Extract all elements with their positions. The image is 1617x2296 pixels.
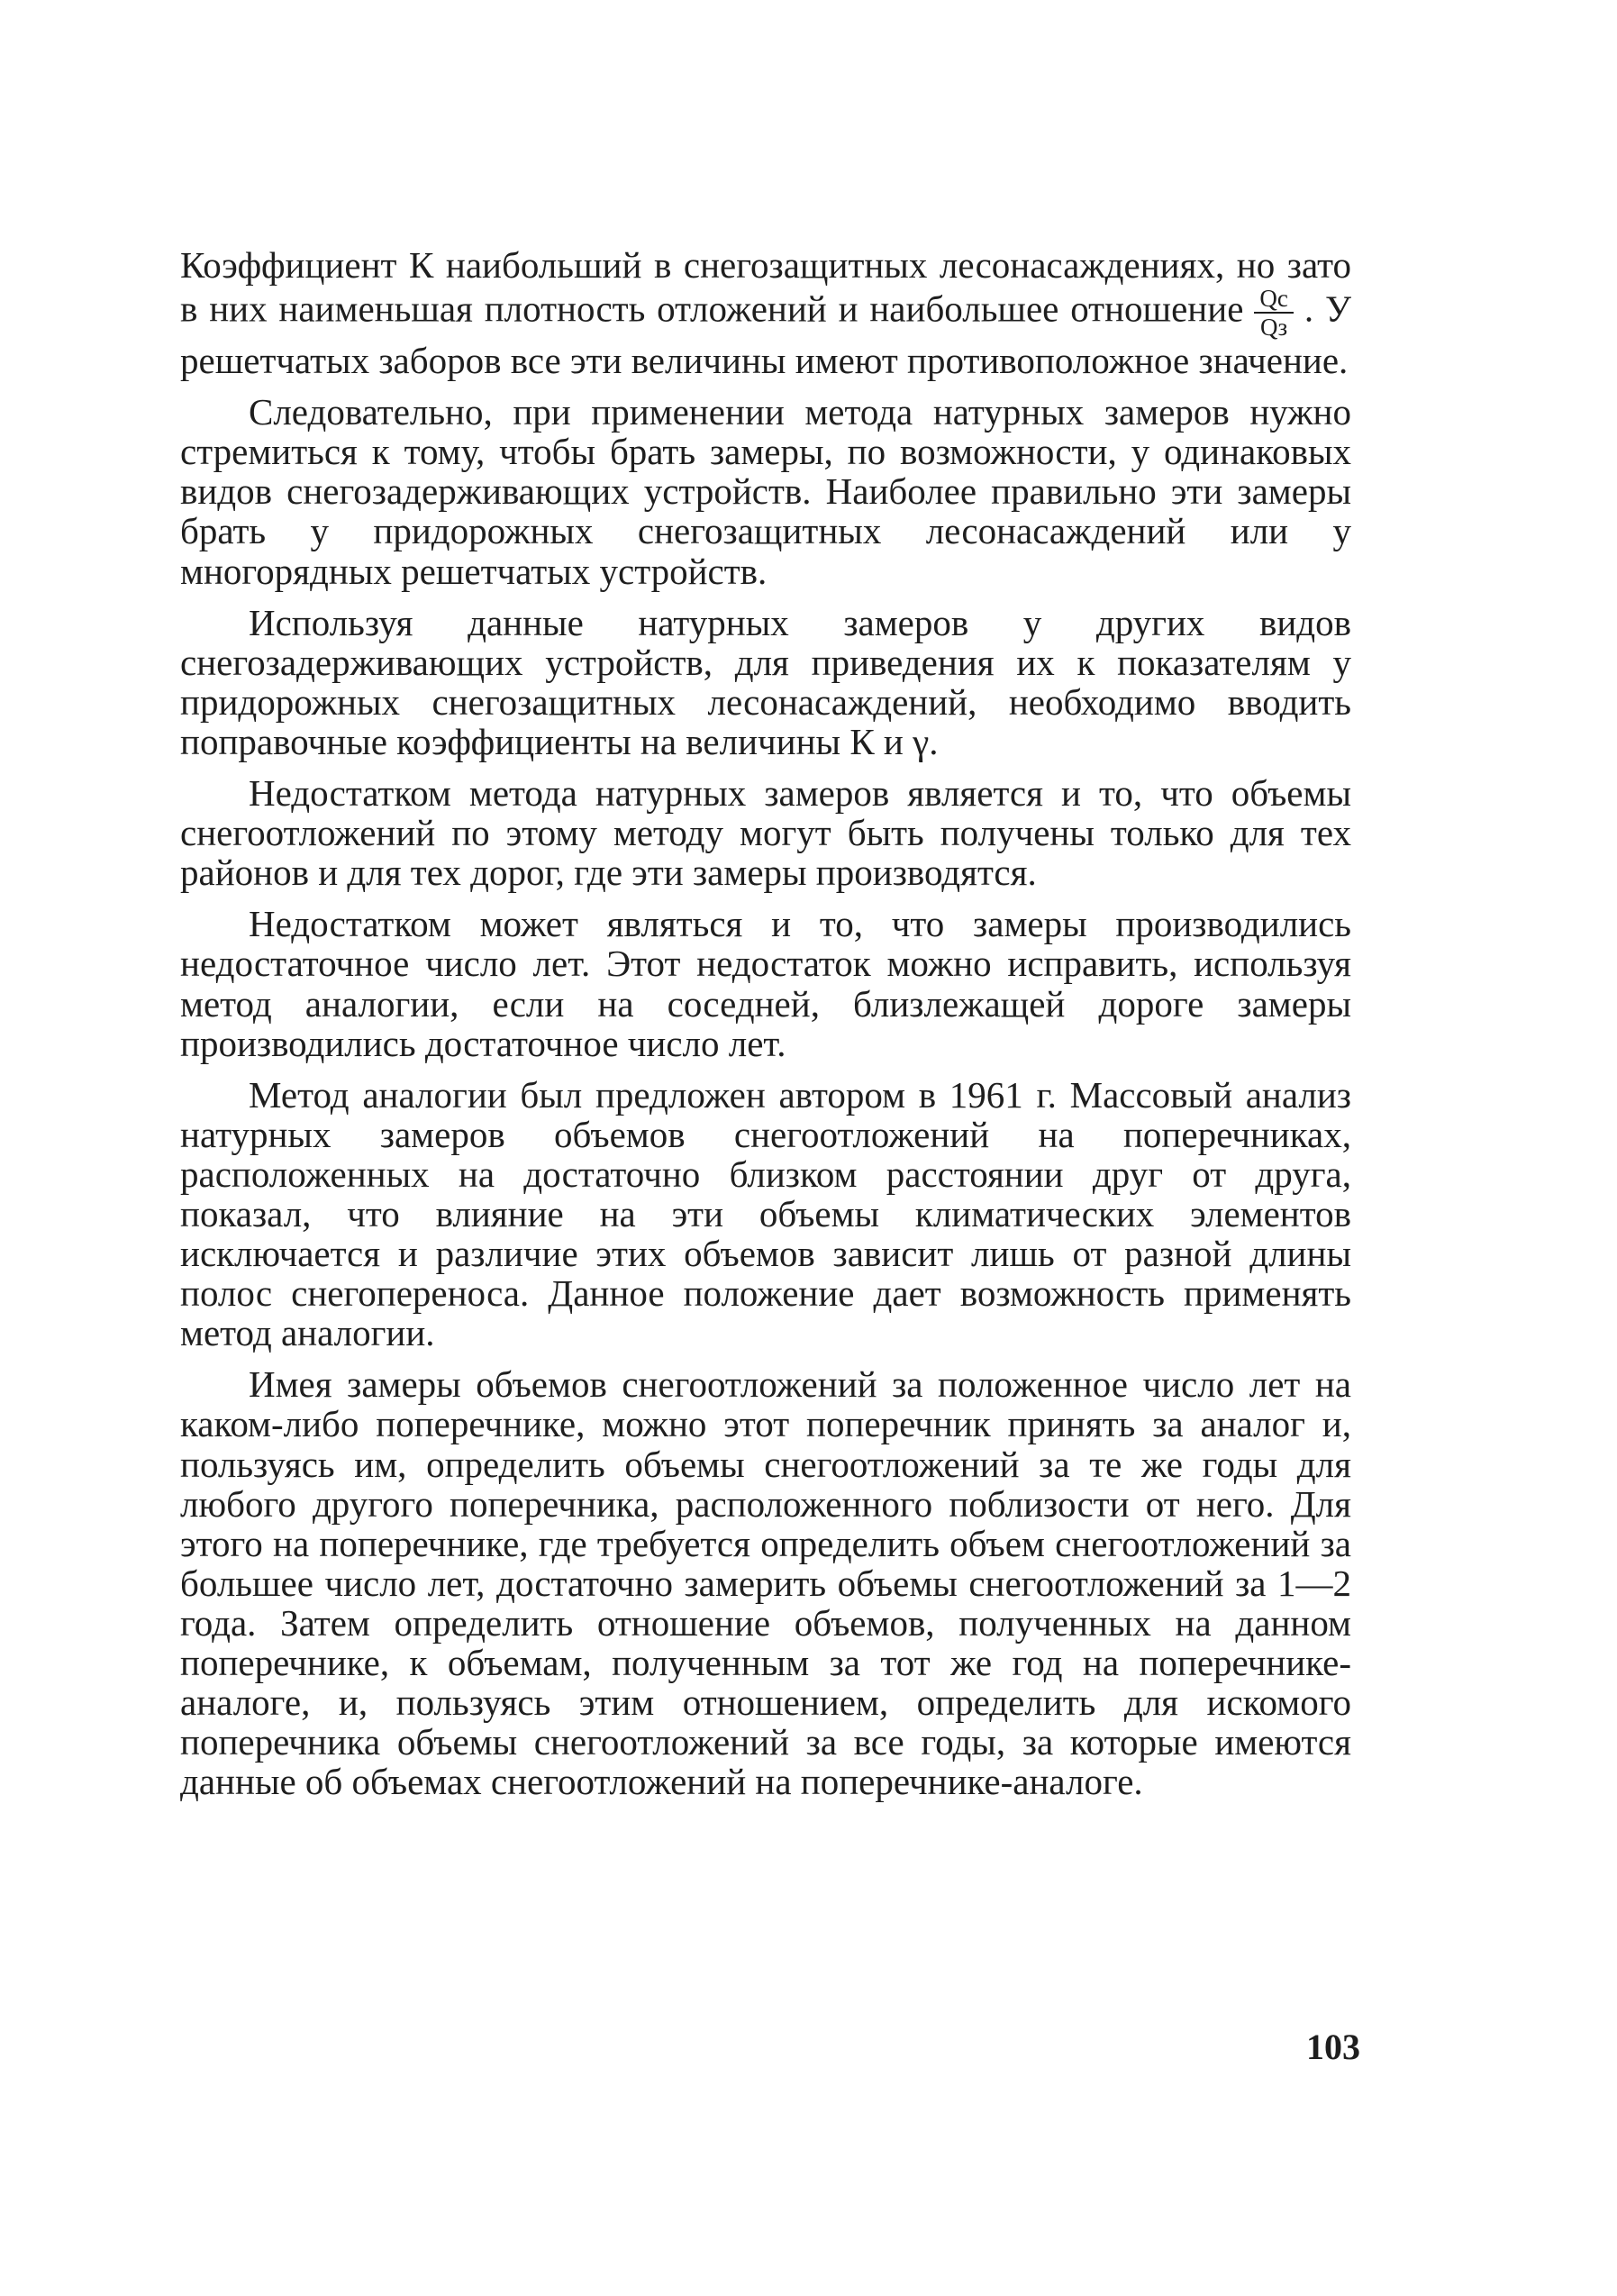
paragraph-1: [180, 245, 1351, 380]
paragraph-4: Недостатком метода натурных замеров является и то, что объемы снегоотложений по этому методу могут быть получены только для тех районов и для тех дорог, где эти замеры производятся.: [180, 772, 1351, 894]
paragraph-7: Имея замеры объемов снегоотложений за положенное число лет на каком-либо поперечнике, можно этот поперечник принять за аналог и, пользуясь им, определить объемы снегоотложений за те же годы для любого другого поперечника, расположенного поблизости от него. Для этого на поперечнике, где требуется определить объем снегоотложений за большее число лет, достаточно замерить объемы снегоотложений за 1—2 года. Затем определить отношение объемов, полученных на данном поперечнике, к объемам, полученным за тот же год на поперечнике-аналоге, и, пользуясь этим отношением, определить для искомого поперечника объемы снегоотложений за все годы, за которые имеются данные об объемах снегоотложений на поперечнике-аналоге.: [180, 1363, 1351, 1803]
fraction-numerator: Qс: [1254, 285, 1293, 314]
fraction-denominator: Qз: [1260, 314, 1288, 342]
page-body: [180, 245, 1351, 1813]
paragraph-1-text-end: . У решетчатых заборов все эти величины имеют противоположное значение.: [180, 287, 1351, 382]
paragraph-1-text-start: Коэффициент К наибольший в снегозащитных лесонасаждениях, но зато в них наименьшая плотность отложений и наибольшее отношение: [180, 244, 1351, 330]
page-number: 103: [1306, 2027, 1360, 2067]
paragraph-6: Метод аналогии был предложен автором в 1961 г. Массовый анализ натурных замеров объемов снегоотложений на поперечниках, расположенных на достаточно близком расстоянии друг от друга, показал, что влияние на эти объемы климатических элементов исключается и различие этих объемов зависит лишь от разной длины полос снегопереноса. Данное положение дает возможность применять метод аналогии.: [180, 1073, 1351, 1354]
paragraph-2: Следовательно, при применении метода натурных замеров нужно стремиться к тому, чтобы брать замеры, по возможности, у одинаковых видов снегозадерживающих устройств. Наиболее правильно эти замеры брать у придорожных снегозащитных лесонасаждений или у многорядных решетчатых устройств.: [180, 391, 1351, 592]
paragraph-5: Недостатком может являться и то, что замеры производились недостаточное число лет. Этот недостаток можно исправить, используя метод аналогии, если на соседней, близлежащей дороге замеры производились достаточное число лет.: [180, 903, 1351, 1064]
fraction-qc-over-qz: [1254, 285, 1293, 341]
paragraph-3: Используя данные натурных замеров у других видов снегозадерживающих устройств, для приведения их к показателям у придорожных снегозащитных лесонасаждений, необходимо вводить поправочные коэффициенты на величины К и γ.: [180, 601, 1351, 762]
